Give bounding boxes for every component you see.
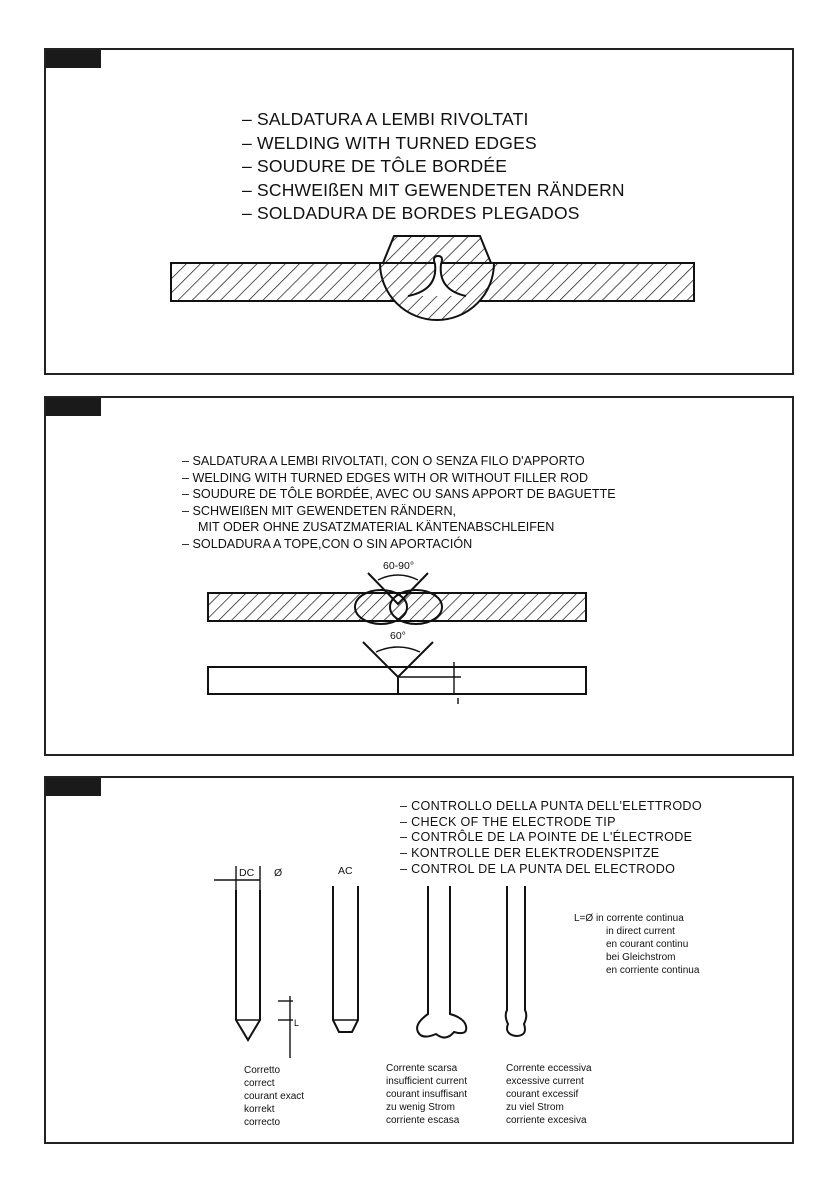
caption-line: – SALDATURA A LEMBI RIVOLTATI [242, 109, 529, 129]
note-line: Corrente scarsa [386, 1063, 458, 1074]
turned-edges-weld-diagram [46, 50, 796, 377]
note-line: insufficient current [386, 1076, 467, 1087]
angle-label-top: 60-90° [383, 560, 415, 572]
note-line: correcto [244, 1117, 281, 1128]
note-line: en corriente continua [606, 965, 700, 976]
note-line: zu wenig Strom [386, 1102, 455, 1113]
panel-turned-edges [44, 48, 794, 375]
insufficient-caption [386, 1062, 467, 1127]
angle-label-bottom: 60° [390, 630, 406, 642]
note-line: korrekt [244, 1104, 275, 1115]
note-line: courant excessif [506, 1089, 579, 1100]
excessive-caption [506, 1062, 592, 1127]
correct-caption [244, 1064, 304, 1129]
note-line: courant insuffisant [386, 1089, 467, 1100]
caption-line: MIT ODER OHNE ZUSATZMATERIAL KÄNTENABSCHLEIFEN [198, 520, 555, 534]
l-label: L [294, 1018, 300, 1028]
note-line: in direct current [606, 926, 675, 937]
caption-line: – CONTROL DE LA PUNTA DEL ELECTRODO [400, 861, 676, 876]
butt-weld-diagram [46, 398, 796, 758]
caption-line: – CONTROLLO DELLA PUNTA DELL'ELETTRODO [400, 799, 702, 813]
note-line: Corrente eccessiva [506, 1063, 592, 1074]
note-line: correct [244, 1078, 275, 1089]
note-line: excessive current [506, 1076, 584, 1087]
dc-label: DC [239, 867, 255, 879]
caption-line: – SALDATURA A LEMBI RIVOLTATI, CON O SENZA FILO D'APPORTO [182, 454, 585, 468]
ac-label: AC [338, 865, 353, 877]
note-line: en courant continu [606, 939, 689, 950]
diameter-label: Ø [274, 867, 283, 879]
caption-line: – SOLDADURA A TOPE,CON O SIN APORTACIÓN [182, 536, 473, 551]
panel-electrode-tip [44, 776, 794, 1144]
caption-line: – CONTRÔLE DE LA POINTE DE L'ÉLECTRODE [400, 830, 693, 845]
note-line: corriente escasa [386, 1115, 460, 1126]
note-line: L=Ø in corrente continua [574, 913, 684, 924]
caption-line: – SOLDADURA DE BORDES PLEGADOS [242, 203, 580, 223]
note-line: corriente excesiva [506, 1115, 587, 1126]
note-line: zu viel Strom [506, 1102, 564, 1113]
caption-line: – KONTROLLE DER ELEKTRODENSPITZE [400, 846, 660, 861]
l-note [574, 912, 699, 977]
note-line: bei Gleichstrom [606, 952, 676, 963]
caption-line: – SOUDURE DE TÔLE BORDÉE [242, 156, 508, 176]
caption-line: – CHECK OF THE ELECTRODE TIP [400, 814, 616, 829]
caption-line: – SCHWEIßEN MIT GEWENDETEN RÄNDERN [242, 179, 625, 200]
note-line: courant exact [244, 1091, 305, 1102]
caption-line: – WELDING WITH TURNED EDGES [242, 132, 537, 153]
caption-line: – SOUDURE DE TÔLE BORDÉE, AVEC OU SANS APPORT DE BAGUETTE [182, 487, 616, 501]
caption-line: – SCHWEIßEN MIT GEWENDETEN RÄNDERN, [182, 503, 457, 518]
note-line: Corretto [244, 1065, 281, 1076]
caption-line: – WELDING WITH TURNED EDGES WITH OR WITHOUT FILLER ROD [182, 470, 589, 485]
panel-butt-weld [44, 396, 794, 756]
